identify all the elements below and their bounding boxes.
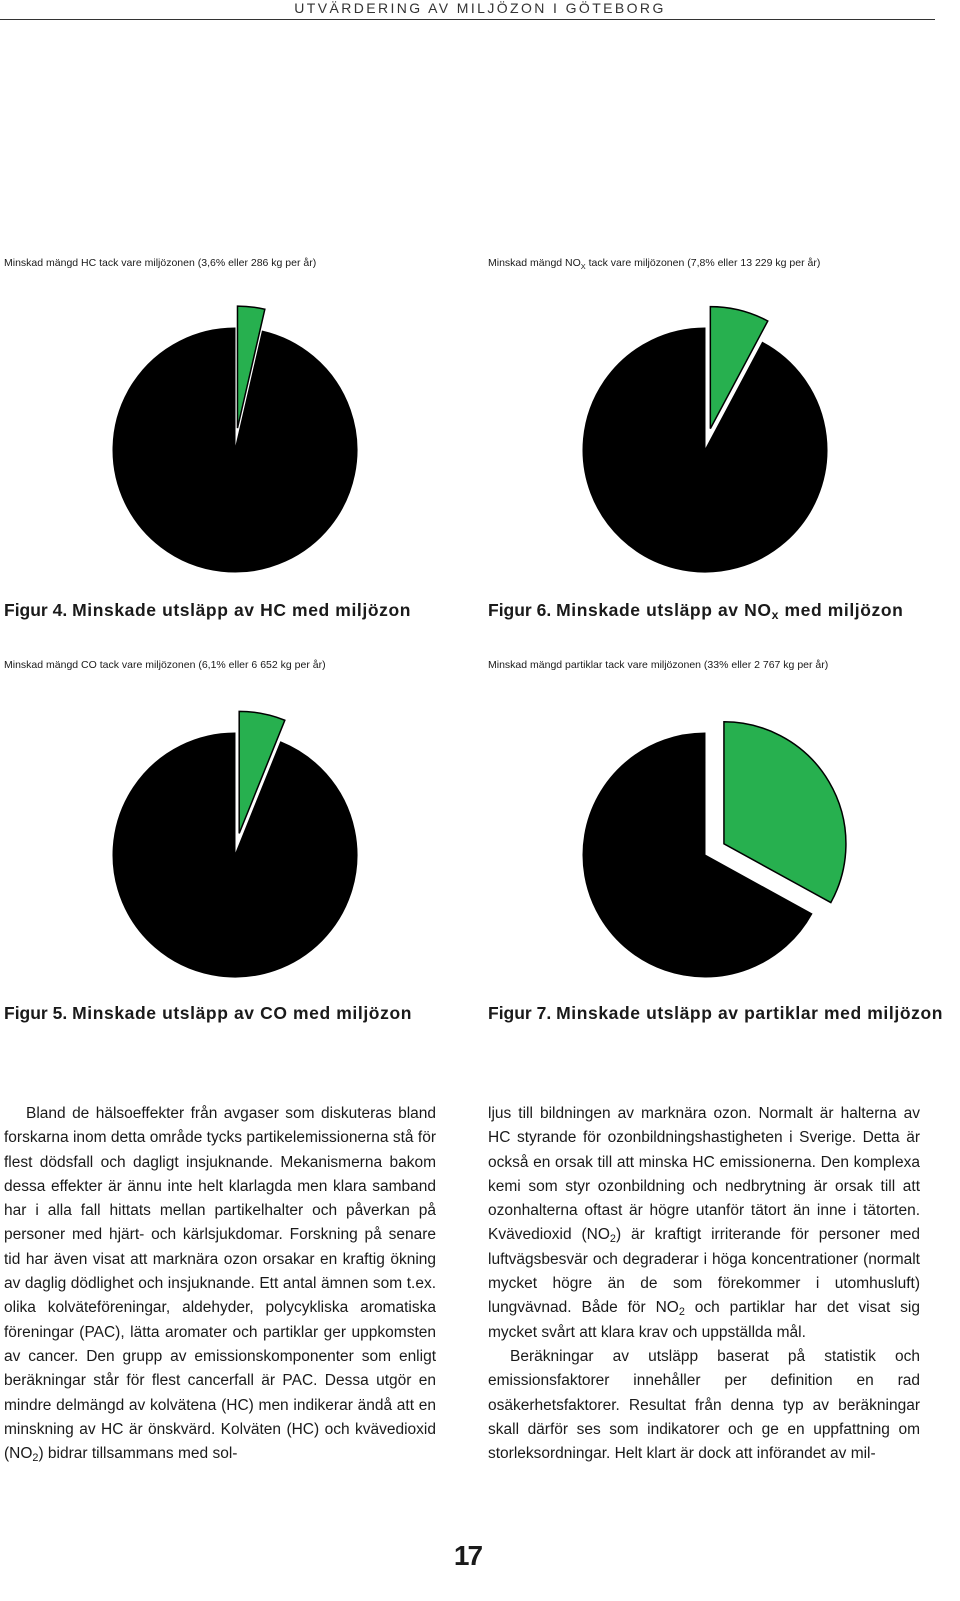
body-right-text-c: och partiklar har det visat sig mycket svårt att klara krav och uppställda mål. bbox=[488, 1299, 920, 1341]
nox-figure-title bbox=[488, 600, 903, 621]
hc-remaining-slice bbox=[113, 328, 357, 572]
body-paragraph-right-1 bbox=[488, 1102, 920, 1345]
header-rule bbox=[0, 19, 935, 20]
nox-caption-post: tack vare miljözonen (7,8% eller 13 229 kg per år) bbox=[585, 257, 821, 269]
nox-title-pre: Minskade utsläpp av NO bbox=[556, 600, 772, 620]
hc-figure-title bbox=[4, 600, 411, 621]
nox-pie-caption bbox=[488, 257, 820, 269]
body-right-column bbox=[488, 1102, 920, 1466]
running-header: UTVÄRDERING AV MILJÖZON I GÖTEBORG bbox=[294, 0, 666, 16]
particles-figure-label: Figur 7. bbox=[488, 1003, 552, 1023]
co-pie-caption: Minskad mängd CO tack vare miljözonen (6,1% eller 6 652 kg per år) bbox=[4, 659, 326, 671]
nox-pie-chart bbox=[560, 290, 850, 590]
nox-title-post: med miljözon bbox=[778, 600, 904, 620]
body-left-sub: 2 bbox=[32, 1452, 39, 1465]
nox-figure-text bbox=[556, 600, 903, 620]
nox-remaining-slice bbox=[583, 328, 827, 572]
particles-pie-chart bbox=[560, 695, 850, 995]
hc-figure-text: Minskade utsläpp av HC med miljözon bbox=[72, 600, 412, 620]
particles-pie-caption: Minskad mängd partiklar tack vare miljözonen (33% eller 2 767 kg per år) bbox=[488, 659, 829, 671]
hc-pie-chart bbox=[90, 290, 380, 590]
body-left-text-b: ) bidrar tillsammans med sol- bbox=[38, 1445, 238, 1463]
nox-caption-sub: X bbox=[580, 262, 586, 271]
body-paragraph-right-2: Beräkningar av utsläpp baserat på statistik och emissionsfaktorer innehåller per definition en rad osäkerhetsfaktorer. Resultat från denna typ av beräkningar skall därför ses som indikatorer och ge en uppfattning om storleksordningar. Helt klart är dock att införandet av mil- bbox=[488, 1347, 920, 1463]
body-left-text-a: Bland de hälsoeffekter från avgaser som diskuteras bland forskarna inom detta område tycks partikelemissionerna stå för flest dödsfall och dagligt insjuknande. Mekanismerna bakom dessa effekter är ännu inte helt klarlagda men klara samband har i alla fall hittats mellan partikelhalter och påverkan på personer med hjärt- och kärlsjukdomar. Forskning på senare tid har även visat att marknära ozon orsakar en kraftig ökning av daglig dödlighet och insjuknande. Ett antal ämnen som t.ex. olika kolväteföreningar, aldehyder, polycykliska aromatiska föreningar (PAC), lätta aromater och partiklar ger uppkomsten av cancer. Den grupp av emissionskomponenter som enligt beräkningar står för flest cancerfall är PAC. Dessa utgör en mindre delmängd av kolvätena (HC) men indikerar ändå att en minskning av HC är önskvärd. Kolväten (HC) och kvävedioxid (NO bbox=[4, 1105, 436, 1463]
particles-figure-title bbox=[488, 1003, 943, 1024]
body-left-column bbox=[4, 1102, 436, 1466]
body-right-sub-2: 2 bbox=[678, 1306, 685, 1319]
co-remaining-slice bbox=[113, 733, 357, 977]
page-number: 17 bbox=[453, 1540, 482, 1571]
hc-pie-caption: Minskad mängd HC tack vare miljözonen (3,6% eller 286 kg per år) bbox=[4, 257, 317, 269]
hc-figure-label: Figur 4. bbox=[4, 600, 68, 620]
nox-figure-label: Figur 6. bbox=[488, 600, 552, 620]
nox-title-sub: x bbox=[771, 608, 779, 622]
co-figure-text: Minskade utsläpp av CO med miljözon bbox=[72, 1003, 413, 1023]
co-pie-chart bbox=[90, 695, 380, 995]
body-paragraph-left bbox=[4, 1102, 436, 1466]
body-right-text-b: ) är kraftigt irriterande för personer med luftvägsbesvär och degraderar i höga koncentrationer (normalt mycket högre än de som förekommer i utomhusluft) lungvävnad. Både för NO bbox=[488, 1226, 921, 1317]
nox-caption-pre: Minskad mängd NO bbox=[488, 257, 581, 269]
particles-figure-text: Minskade utsläpp av partiklar med miljözon bbox=[556, 1003, 944, 1023]
co-figure-title bbox=[4, 1003, 412, 1024]
co-figure-label: Figur 5. bbox=[4, 1003, 68, 1023]
body-right-text-a: ljus till bildningen av marknära ozon. Normalt är halterna av HC styrande för ozonbildningshastigheten i Sverige. Detta är också en orsak till att minska HC emissionerna. Den komplexa kemi som styr ozonbildning och nedbrytning är orsak till att ozonhalterna oftast är högre utanför tätort än inne i tätorten. Kvävedioxid (NO bbox=[488, 1105, 920, 1244]
body-right-sub-1: 2 bbox=[609, 1233, 616, 1246]
